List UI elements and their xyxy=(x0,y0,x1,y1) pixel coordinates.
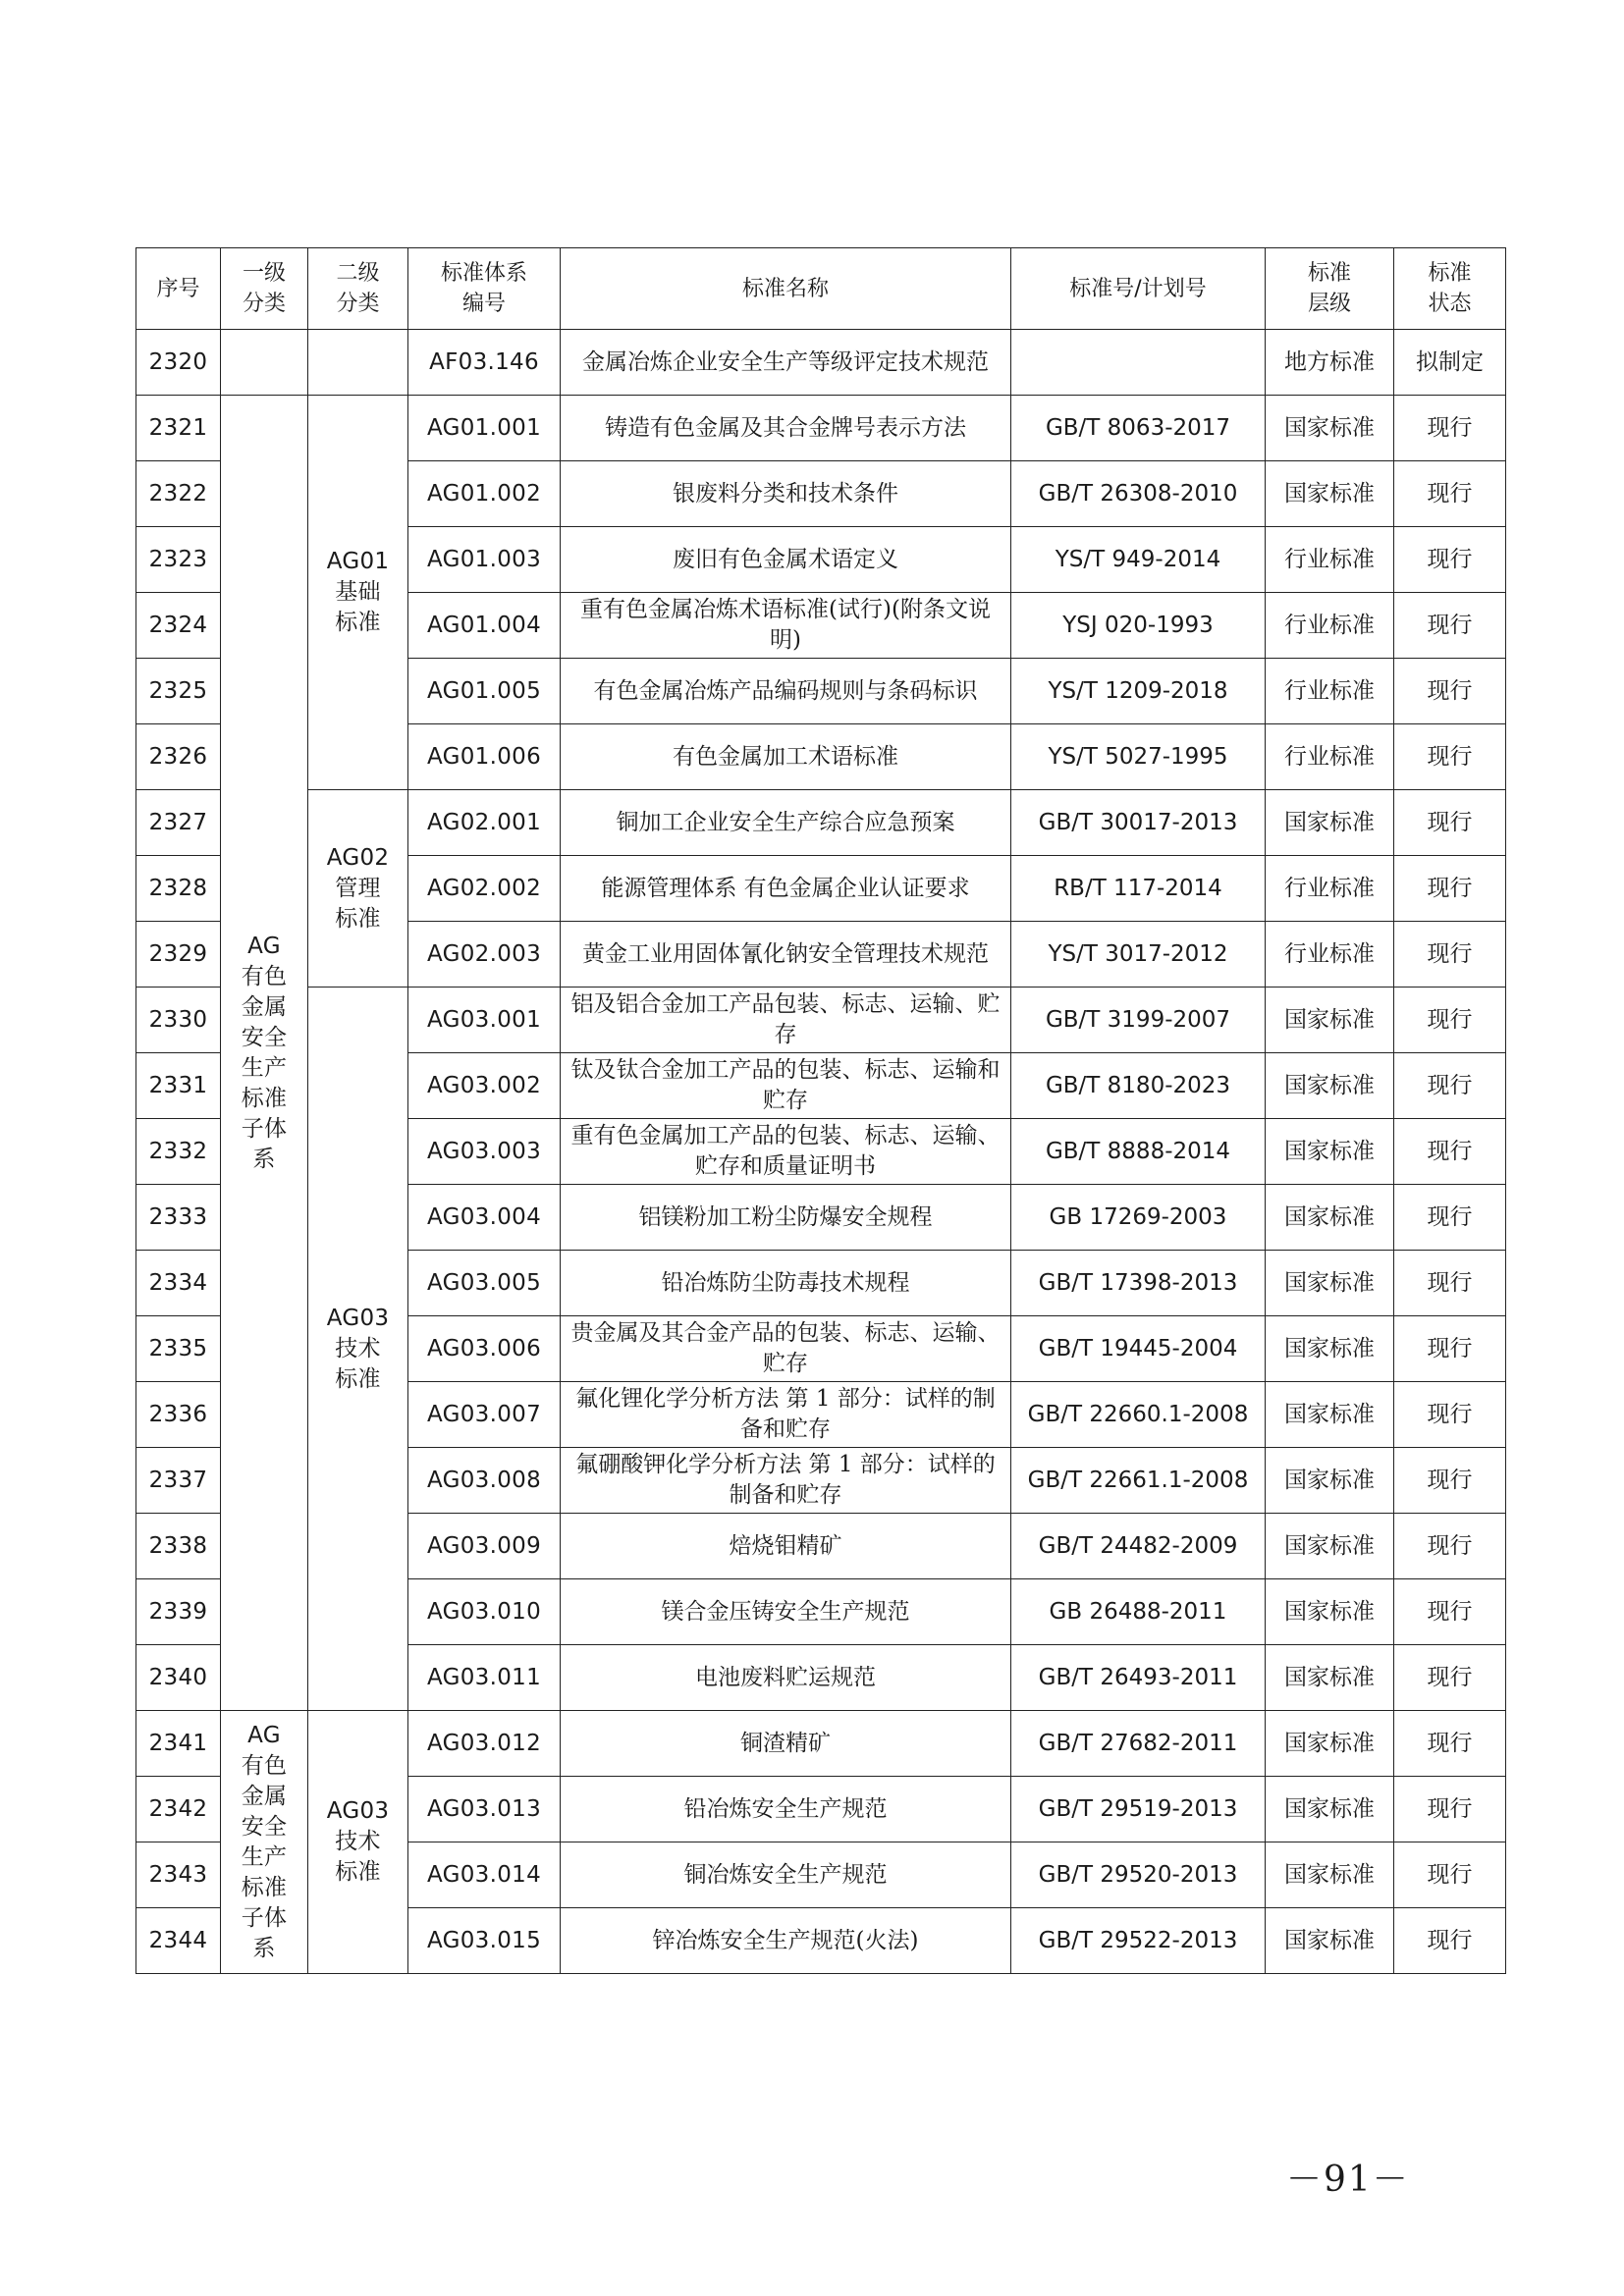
system-code-cell: AG03.005 xyxy=(408,1251,561,1316)
seq-cell: 2340 xyxy=(136,1645,221,1711)
standard-number-cell: GB/T 29519-2013 xyxy=(1011,1777,1266,1842)
tier-cell: 行业标准 xyxy=(1266,593,1394,659)
header-tier: 标准 层级 xyxy=(1266,248,1394,330)
status-cell: 现行 xyxy=(1394,790,1506,856)
page-number: －91－ xyxy=(1286,2160,1410,2200)
standard-name-cell: 能源管理体系 有色金属企业认证要求 xyxy=(561,856,1011,922)
seq-cell: 2321 xyxy=(136,396,221,461)
tier-cell: 国家标准 xyxy=(1266,1514,1394,1579)
system-code-cell: AG01.005 xyxy=(408,659,561,724)
tier-cell: 国家标准 xyxy=(1266,1711,1394,1777)
standard-name-cell: 有色金属冶炼产品编码规则与条码标识 xyxy=(561,659,1011,724)
standard-number-cell: GB/T 22660.1-2008 xyxy=(1011,1382,1266,1448)
seq-cell: 2344 xyxy=(136,1908,221,1974)
standard-number-cell: YS/T 5027-1995 xyxy=(1011,724,1266,790)
status-cell: 现行 xyxy=(1394,1842,1506,1908)
tier-cell: 国家标准 xyxy=(1266,461,1394,527)
status-cell: 现行 xyxy=(1394,659,1506,724)
standard-number-cell: YS/T 3017-2012 xyxy=(1011,922,1266,988)
status-cell: 现行 xyxy=(1394,988,1506,1053)
system-code-cell: AG03.012 xyxy=(408,1711,561,1777)
standard-number-cell xyxy=(1011,330,1266,396)
system-code-cell: AG03.002 xyxy=(408,1053,561,1119)
standard-name-cell: 氟化锂化学分析方法 第 1 部分：试样的制备和贮存 xyxy=(561,1382,1011,1448)
table-row xyxy=(136,1711,1506,1777)
tier-cell: 国家标准 xyxy=(1266,1908,1394,1974)
status-cell: 现行 xyxy=(1394,1579,1506,1645)
standard-number-cell: GB/T 26308-2010 xyxy=(1011,461,1266,527)
standard-name-cell: 钛及钛合金加工产品的包装、标志、运输和贮存 xyxy=(561,1053,1011,1119)
standard-name-cell: 氟硼酸钾化学分析方法 第 1 部分：试样的制备和贮存 xyxy=(561,1448,1011,1514)
standard-number-cell: YS/T 1209-2018 xyxy=(1011,659,1266,724)
seq-cell: 2325 xyxy=(136,659,221,724)
table-row xyxy=(136,396,1506,461)
standard-name-cell: 镁合金压铸安全生产规范 xyxy=(561,1579,1011,1645)
system-code-cell: AG03.014 xyxy=(408,1842,561,1908)
system-code-cell: AG01.006 xyxy=(408,724,561,790)
standard-name-cell: 铅冶炼安全生产规范 xyxy=(561,1777,1011,1842)
standard-number-cell: GB/T 19445-2004 xyxy=(1011,1316,1266,1382)
standard-name-cell: 有色金属加工术语标准 xyxy=(561,724,1011,790)
status-cell: 现行 xyxy=(1394,1448,1506,1514)
standard-name-cell: 铜加工企业安全生产综合应急预案 xyxy=(561,790,1011,856)
header-level2: 二级 分类 xyxy=(308,248,408,330)
standard-number-cell: GB/T 27682-2011 xyxy=(1011,1711,1266,1777)
system-code-cell: AG03.004 xyxy=(408,1185,561,1251)
standard-name-cell: 铅冶炼防尘防毒技术规程 xyxy=(561,1251,1011,1316)
tier-cell: 行业标准 xyxy=(1266,659,1394,724)
level2-cell: AG03 技术 标准 xyxy=(308,988,408,1711)
tier-cell: 国家标准 xyxy=(1266,1448,1394,1514)
standard-number-cell: GB/T 29520-2013 xyxy=(1011,1842,1266,1908)
seq-cell: 2328 xyxy=(136,856,221,922)
status-cell: 现行 xyxy=(1394,593,1506,659)
seq-cell: 2332 xyxy=(136,1119,221,1185)
standard-number-cell: GB/T 8063-2017 xyxy=(1011,396,1266,461)
standard-number-cell: RB/T 117-2014 xyxy=(1011,856,1266,922)
standard-name-cell: 金属冶炼企业安全生产等级评定技术规范 xyxy=(561,330,1011,396)
standard-number-cell: GB/T 24482-2009 xyxy=(1011,1514,1266,1579)
seq-cell: 2341 xyxy=(136,1711,221,1777)
tier-cell: 国家标准 xyxy=(1266,1251,1394,1316)
tier-cell: 国家标准 xyxy=(1266,988,1394,1053)
standard-number-cell: GB 17269-2003 xyxy=(1011,1185,1266,1251)
status-cell: 现行 xyxy=(1394,527,1506,593)
standard-name-cell: 电池废料贮运规范 xyxy=(561,1645,1011,1711)
standard-number-cell: GB/T 8180-2023 xyxy=(1011,1053,1266,1119)
tier-cell: 国家标准 xyxy=(1266,1645,1394,1711)
level2-cell: AG03 技术 标准 xyxy=(308,1711,408,1974)
system-code-cell: AG03.013 xyxy=(408,1777,561,1842)
tier-cell: 行业标准 xyxy=(1266,922,1394,988)
system-code-cell: AG03.009 xyxy=(408,1514,561,1579)
standard-number-cell: GB/T 3199-2007 xyxy=(1011,988,1266,1053)
seq-cell: 2327 xyxy=(136,790,221,856)
header-level1: 一级 分类 xyxy=(221,248,308,330)
tier-cell: 地方标准 xyxy=(1266,330,1394,396)
system-code-cell: AG03.001 xyxy=(408,988,561,1053)
tier-cell: 行业标准 xyxy=(1266,527,1394,593)
status-cell: 现行 xyxy=(1394,856,1506,922)
standard-number-cell: GB/T 29522-2013 xyxy=(1011,1908,1266,1974)
tier-cell: 行业标准 xyxy=(1266,856,1394,922)
system-code-cell: AF03.146 xyxy=(408,330,561,396)
level1-cell: AG 有色 金属 安全 生产 标准 子体 系 xyxy=(221,396,308,1711)
table-row xyxy=(136,790,1506,856)
seq-cell: 2343 xyxy=(136,1842,221,1908)
system-code-cell: AG01.003 xyxy=(408,527,561,593)
seq-cell: 2323 xyxy=(136,527,221,593)
system-code-cell: AG03.003 xyxy=(408,1119,561,1185)
status-cell: 现行 xyxy=(1394,1711,1506,1777)
status-cell: 现行 xyxy=(1394,396,1506,461)
standard-name-cell: 铜渣精矿 xyxy=(561,1711,1011,1777)
status-cell: 现行 xyxy=(1394,1382,1506,1448)
status-cell: 现行 xyxy=(1394,922,1506,988)
standard-name-cell: 重有色金属冶炼术语标准(试行)(附条文说明) xyxy=(561,593,1011,659)
system-code-cell: AG01.001 xyxy=(408,396,561,461)
system-code-cell: AG03.008 xyxy=(408,1448,561,1514)
seq-cell: 2329 xyxy=(136,922,221,988)
seq-cell: 2342 xyxy=(136,1777,221,1842)
tier-cell: 国家标准 xyxy=(1266,1579,1394,1645)
standard-number-cell: GB/T 30017-2013 xyxy=(1011,790,1266,856)
seq-cell: 2339 xyxy=(136,1579,221,1645)
standard-name-cell: 铝及铝合金加工产品包装、标志、运输、贮存 xyxy=(561,988,1011,1053)
standard-name-cell: 锌冶炼安全生产规范(火法) xyxy=(561,1908,1011,1974)
seq-cell: 2338 xyxy=(136,1514,221,1579)
seq-cell: 2334 xyxy=(136,1251,221,1316)
standard-name-cell: 贵金属及其合金产品的包装、标志、运输、贮存 xyxy=(561,1316,1011,1382)
status-cell: 现行 xyxy=(1394,724,1506,790)
system-code-cell: AG03.006 xyxy=(408,1316,561,1382)
seq-cell: 2326 xyxy=(136,724,221,790)
status-cell: 现行 xyxy=(1394,1185,1506,1251)
standard-name-cell: 铝镁粉加工粉尘防爆安全规程 xyxy=(561,1185,1011,1251)
standard-name-cell: 重有色金属加工产品的包装、标志、运输、贮存和质量证明书 xyxy=(561,1119,1011,1185)
level1-cell xyxy=(221,330,308,396)
level2-cell: AG02 管理 标准 xyxy=(308,790,408,988)
level2-cell xyxy=(308,330,408,396)
status-cell: 现行 xyxy=(1394,1777,1506,1842)
standard-number-cell: YS/T 949-2014 xyxy=(1011,527,1266,593)
seq-cell: 2331 xyxy=(136,1053,221,1119)
tier-cell: 国家标准 xyxy=(1266,1842,1394,1908)
table-row xyxy=(136,330,1506,396)
system-code-cell: AG02.002 xyxy=(408,856,561,922)
table-header-row xyxy=(136,248,1506,330)
tier-cell: 国家标准 xyxy=(1266,396,1394,461)
seq-cell: 2330 xyxy=(136,988,221,1053)
system-code-cell: AG02.003 xyxy=(408,922,561,988)
header-seq: 序号 xyxy=(136,248,221,330)
tier-cell: 国家标准 xyxy=(1266,790,1394,856)
system-code-cell: AG01.004 xyxy=(408,593,561,659)
tier-cell: 国家标准 xyxy=(1266,1119,1394,1185)
tier-cell: 国家标准 xyxy=(1266,1053,1394,1119)
standard-name-cell: 焙烧钼精矿 xyxy=(561,1514,1011,1579)
system-code-cell: AG02.001 xyxy=(408,790,561,856)
header-system-code: 标准体系 编号 xyxy=(408,248,561,330)
standard-name-cell: 黄金工业用固体氰化钠安全管理技术规范 xyxy=(561,922,1011,988)
status-cell: 现行 xyxy=(1394,1514,1506,1579)
standard-number-cell: YSJ 020-1993 xyxy=(1011,593,1266,659)
standard-name-cell: 铸造有色金属及其合金牌号表示方法 xyxy=(561,396,1011,461)
standard-number-cell: GB/T 8888-2014 xyxy=(1011,1119,1266,1185)
seq-cell: 2320 xyxy=(136,330,221,396)
standard-name-cell: 银废料分类和技术条件 xyxy=(561,461,1011,527)
level2-cell: AG01 基础 标准 xyxy=(308,396,408,790)
seq-cell: 2333 xyxy=(136,1185,221,1251)
level1-cell: AG 有色 金属 安全 生产 标准 子体 系 xyxy=(221,1711,308,1974)
header-standard-number: 标准号/计划号 xyxy=(1011,248,1266,330)
tier-cell: 国家标准 xyxy=(1266,1185,1394,1251)
seq-cell: 2335 xyxy=(136,1316,221,1382)
standard-name-cell: 废旧有色金属术语定义 xyxy=(561,527,1011,593)
header-status: 标准 状态 xyxy=(1394,248,1506,330)
status-cell: 现行 xyxy=(1394,461,1506,527)
standards-table xyxy=(135,247,1506,1974)
standard-number-cell: GB 26488-2011 xyxy=(1011,1579,1266,1645)
status-cell: 拟制定 xyxy=(1394,330,1506,396)
standard-number-cell: GB/T 17398-2013 xyxy=(1011,1251,1266,1316)
status-cell: 现行 xyxy=(1394,1251,1506,1316)
seq-cell: 2337 xyxy=(136,1448,221,1514)
tier-cell: 国家标准 xyxy=(1266,1777,1394,1842)
system-code-cell: AG03.011 xyxy=(408,1645,561,1711)
table-row xyxy=(136,988,1506,1053)
seq-cell: 2324 xyxy=(136,593,221,659)
tier-cell: 国家标准 xyxy=(1266,1382,1394,1448)
standard-name-cell: 铜冶炼安全生产规范 xyxy=(561,1842,1011,1908)
status-cell: 现行 xyxy=(1394,1119,1506,1185)
seq-cell: 2336 xyxy=(136,1382,221,1448)
standard-number-cell: GB/T 26493-2011 xyxy=(1011,1645,1266,1711)
system-code-cell: AG03.010 xyxy=(408,1579,561,1645)
seq-cell: 2322 xyxy=(136,461,221,527)
status-cell: 现行 xyxy=(1394,1645,1506,1711)
system-code-cell: AG03.007 xyxy=(408,1382,561,1448)
system-code-cell: AG03.015 xyxy=(408,1908,561,1974)
status-cell: 现行 xyxy=(1394,1908,1506,1974)
tier-cell: 国家标准 xyxy=(1266,1316,1394,1382)
standard-number-cell: GB/T 22661.1-2008 xyxy=(1011,1448,1266,1514)
system-code-cell: AG01.002 xyxy=(408,461,561,527)
status-cell: 现行 xyxy=(1394,1316,1506,1382)
header-name: 标准名称 xyxy=(561,248,1011,330)
tier-cell: 行业标准 xyxy=(1266,724,1394,790)
status-cell: 现行 xyxy=(1394,1053,1506,1119)
